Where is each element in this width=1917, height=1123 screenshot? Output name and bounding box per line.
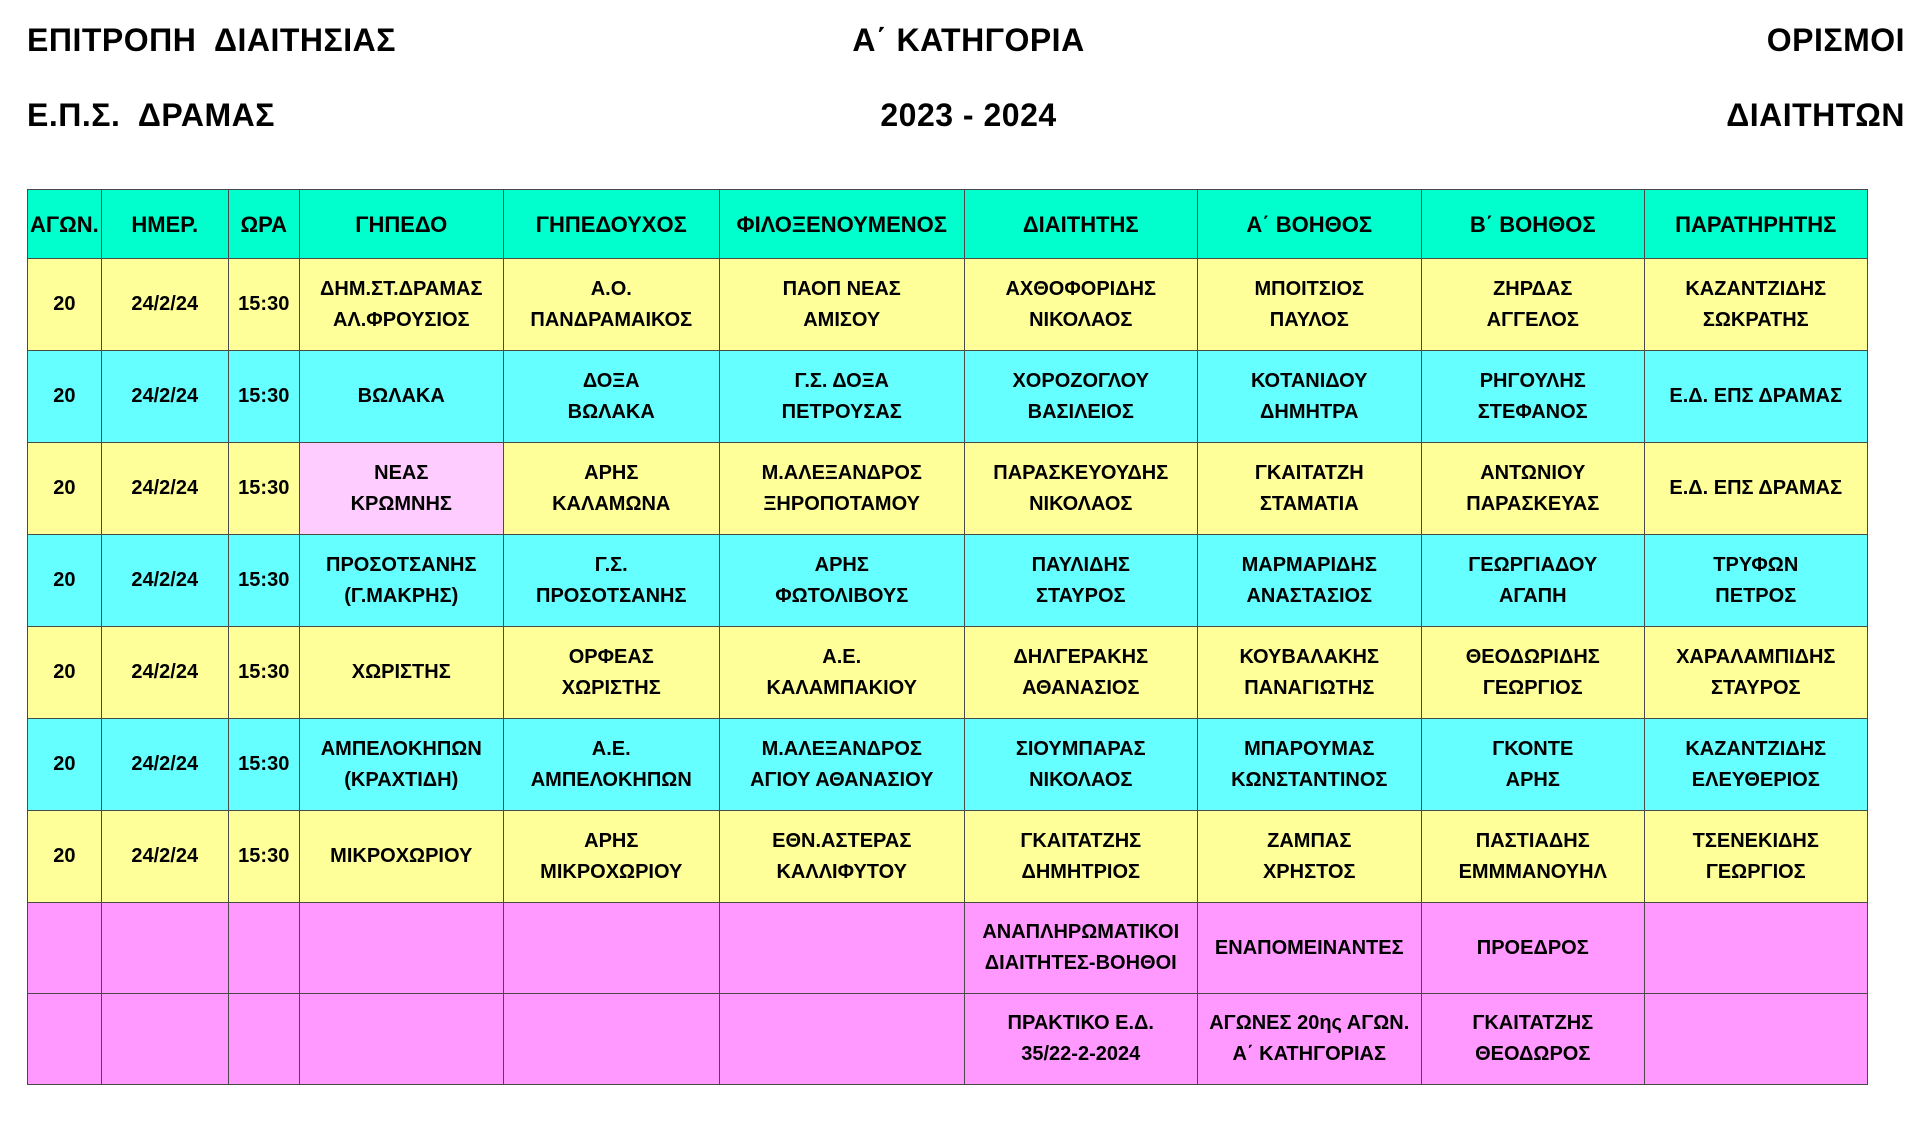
cell-line: ΧΩΡΙΣΤΗΣ [561,676,661,699]
cell-assistant1 [1197,719,1421,811]
cell-line: 35/22-2-2024 [1021,1043,1141,1065]
cell-stadium [299,535,503,627]
cell-referee [964,811,1197,903]
cell-line: ΦΩΤΟΛΙΒΟΥΣ [775,584,909,607]
cell-line: ΝΙΚΟΛΑΟΣ [1029,768,1133,791]
cell-observer [1644,627,1867,719]
cell-line: Α.Ε. [591,737,631,760]
cell-line: ΚΑΛΛΙΦΥΤΟΥ [776,860,908,883]
cell-line: ΣΤΑΥΡΟΣ [1035,584,1126,607]
cell-line: ΠΕΤΡΟΥΣΑΣ [781,400,902,423]
cell-line: ΠΑΡΑΣΚΕΥΑΣ [1466,492,1600,515]
cell-line: ΑΝΑΠΛΗΡΩΜΑΤΙΚΟΙ [982,921,1180,943]
cell-home [503,259,719,351]
info-cell [228,994,299,1085]
cell-time: 15:30 [228,627,299,719]
cell-time: 15:30 [228,259,299,351]
cell-assistant1 [1197,627,1421,719]
cell-line: ΑΓΙΟΥ ΑΘΑΝΑΣΙΟΥ [750,768,934,791]
cell-stadium [299,259,503,351]
info-cell [28,903,102,994]
table-header-row [28,190,1868,259]
cell-line: ΑΘΑΝΑΣΙΟΣ [1022,676,1140,699]
column-header-round: ΑΓΩΝ. [28,190,102,259]
cell-line: ΧΡΗΣΤΟΣ [1262,860,1356,883]
cell-line: ΚΩΝΣΤΑΝΤΙΝΟΣ [1231,768,1388,791]
cell-referee [964,535,1197,627]
cell-line: ΠΑΥΛΟΣ [1269,308,1349,331]
info-cell [28,994,102,1085]
cell-line: ΓΚΟΝΤΕ [1492,737,1574,760]
column-header-observer: ΠΑΡΑΤΗΡΗΤΗΣ [1644,190,1867,259]
cell-home [503,719,719,811]
cell-observer [1644,259,1867,351]
cell-line: ΒΩΛΑΚΑ [357,385,445,407]
cell-line: ΚΡΩΜΝΗΣ [350,492,452,515]
cell-assistant1 [1197,535,1421,627]
cell-assistant2 [1421,811,1644,903]
cell-line: ΠΡΟΣΟΤΣΑΝΗΣ [326,553,477,576]
cell-line: ΓΚΑΙΤΑΤΖΗ [1254,461,1364,484]
info-cell [299,994,503,1085]
cell-assistant1 [1197,351,1421,443]
category-title: Α΄ ΚΑΤΗΓΟΡΙΑ [852,22,1085,58]
cell-line: ΝΙΚΟΛΑΟΣ [1029,492,1133,515]
cell-line: ΕΘΝ.ΑΣΤΕΡΑΣ [772,829,912,852]
cell-line: ΕΜΜΜΑΝΟΥΗΛ [1458,860,1607,883]
cell-time: 15:30 [228,811,299,903]
cell-line: ΣΤΕΦΑΝΟΣ [1477,400,1588,423]
cell-line: ΣΩΚΡΑΤΗΣ [1702,308,1809,331]
cell-line: ΣΤΑΥΡΟΣ [1710,676,1801,699]
cell-assistant2 [1421,351,1644,443]
cell-line: ΟΡΦΕΑΣ [568,645,654,668]
info-cell [719,994,964,1085]
appointments-title: ΟΡΙΣΜΟΙ [1766,22,1905,58]
cell-observer [1644,719,1867,811]
cell-line: Μ.ΑΛΕΞΑΝΔΡΟΣ [761,737,922,760]
cell-line: ΑΡΗΣ [584,829,639,852]
table-row [28,351,1868,443]
cell-referee [964,627,1197,719]
cell-round: 20 [28,719,102,811]
cell-line: ΓΚΑΙΤΑΤΖΗΣ [1020,829,1142,852]
info-cell [1421,994,1644,1085]
cell-observer [1644,811,1867,903]
cell-line: ΧΑΡΑΛΑΜΠΙΔΗΣ [1676,645,1836,668]
cell-line: ΓΕΩΡΓΙΟΣ [1705,860,1806,883]
cell-round: 20 [28,627,102,719]
cell-line: ΤΣΕΝΕΚΙΔΗΣ [1692,829,1819,852]
cell-line: ΑΜΠΕΛΟΚΗΠΩΝ [320,737,482,760]
info-cell [228,903,299,994]
table-row [28,443,1868,535]
cell-line: Γ.Σ. ΔΟΞΑ [794,369,889,392]
cell-line: ΓΕΩΡΓΙΟΣ [1482,676,1583,699]
cell-line: Α.Ε. [822,645,862,668]
cell-line: ΘΕΟΔΩΡΟΣ [1475,1043,1591,1065]
cell-line: ΤΡΥΦΩΝ [1713,553,1799,576]
cell-line: ΞΗΡΟΠΟΤΑΜΟΥ [763,492,920,515]
cell-line: ΠΡΑΚΤΙΚΟ Ε.Δ. [1007,1012,1154,1034]
cell-date: 24/2/24 [101,627,228,719]
cell-away [719,443,964,535]
cell-line: ΓΚΑΙΤΑΤΖΗΣ [1472,1012,1594,1034]
cell-line: ΠΡΟΣΟΤΣΑΝΗΣ [536,584,687,607]
committee-title: ΕΠΙΤΡΟΠΗ ΔΙΑΙΤΗΣΙΑΣ [27,22,396,58]
cell-line: ΔΗΜ.ΣΤ.ΔΡΑΜΑΣ [320,277,483,300]
cell-date: 24/2/24 [101,535,228,627]
cell-line: ΚΑΛΑΜΠΑΚΙΟΥ [766,676,918,699]
cell-home [503,811,719,903]
referee-schedule-table [27,189,1868,1085]
table-row [28,719,1868,811]
cell-home [503,627,719,719]
info-cell [964,994,1197,1085]
cell-line: ΠΑΝΔΡΑΜΑΙΚΟΣ [530,308,693,331]
cell-stadium [299,627,503,719]
cell-line: ΚΑΖΑΝΤΖΙΔΗΣ [1685,737,1827,760]
cell-line: ΠΑΝΑΓΙΩΤΗΣ [1244,676,1375,699]
cell-line: ΔΗΛΓΕΡΑΚΗΣ [1013,645,1149,668]
cell-date: 24/2/24 [101,259,228,351]
info-cell [101,903,228,994]
column-header-assistant2: Β΄ ΒΟΗΘΟΣ [1421,190,1644,259]
cell-away [719,351,964,443]
cell-date: 24/2/24 [101,811,228,903]
column-header-referee: ΔΙΑΙΤΗΤΗΣ [964,190,1197,259]
cell-away [719,811,964,903]
cell-line: ΔΗΜΗΤΡΙΟΣ [1021,860,1141,883]
cell-away [719,535,964,627]
cell-assistant1 [1197,443,1421,535]
cell-line: ΑΓΑΠΗ [1498,584,1567,607]
cell-line: ΑΝΑΣΤΑΣΙΟΣ [1246,584,1373,607]
cell-away [719,259,964,351]
cell-observer [1644,443,1867,535]
cell-line: ΑΡΗΣ [1505,768,1560,791]
cell-line: ΠΑΡΑΣΚΕΥΟΥΔΗΣ [993,461,1169,484]
info-cell [719,903,964,994]
cell-assistant2 [1421,259,1644,351]
cell-line: Α΄ ΚΑΤΗΓΟΡΙΑΣ [1232,1043,1386,1065]
cell-home [503,443,719,535]
season-title: 2023 - 2024 [880,97,1057,133]
cell-line: ΠΑΣΤΙΑΔΗΣ [1475,829,1590,852]
cell-line: ΔΙΑΙΤΗΤΕΣ-ΒΟΗΘΟΙ [984,952,1177,974]
cell-line: Γ.Σ. [594,553,628,576]
table-row [28,627,1868,719]
cell-line: ΑΡΗΣ [584,461,639,484]
cell-away [719,627,964,719]
cell-line: ΜΠΑΡΟΥΜΑΣ [1244,737,1375,760]
info-cell [503,903,719,994]
cell-line: ΧΟΡΟΖΟΓΛΟΥ [1012,369,1150,392]
cell-line: ΜΙΚΡΟΧΩΡΙΟΥ [330,845,473,867]
cell-round: 20 [28,811,102,903]
cell-line: ΠΑΥΛΙΔΗΣ [1031,553,1130,576]
cell-line: ΔΟΞΑ [582,369,640,392]
table-row [28,535,1868,627]
cell-line: ΒΑΣΙΛΕΙΟΣ [1027,400,1134,423]
info-cell [964,903,1197,994]
column-header-date: ΗΜΕΡ. [101,190,228,259]
cell-line: ΕΝΑΠΟΜΕΙΝΑΝΤΕΣ [1214,936,1404,959]
cell-assistant1 [1197,259,1421,351]
cell-referee [964,443,1197,535]
cell-line: ΜΠΟΙΤΣΙΟΣ [1254,277,1365,300]
column-header-time: ΩΡΑ [228,190,299,259]
cell-line: Ε.Δ. ΕΠΣ ΔΡΑΜΑΣ [1669,477,1843,499]
cell-line: ΠΑΟΠ ΝΕΑΣ [782,277,901,300]
cell-assistant1 [1197,811,1421,903]
cell-line: ΚΑΛΑΜΩΝΑ [552,492,671,515]
cell-time: 15:30 [228,351,299,443]
info-cell [299,903,503,994]
cell-line: ΖΑΜΠΑΣ [1267,829,1352,852]
info-cell [1644,903,1867,994]
cell-line: ΡΗΓΟΥΛΗΣ [1479,369,1586,392]
cell-line: ΚΟΥΒΑΛΑΚΗΣ [1239,645,1379,668]
column-header-away: ΦΙΛΟΞΕΝΟΥΜΕΝΟΣ [719,190,964,259]
cell-stadium [299,719,503,811]
cell-line: ΝΙΚΟΛΑΟΣ [1029,308,1133,331]
cell-assistant2 [1421,719,1644,811]
referees-title: ΔΙΑΙΤΗΤΩΝ [1726,97,1905,133]
cell-line: ΔΗΜΗΤΡΑ [1260,400,1359,423]
cell-assistant2 [1421,627,1644,719]
cell-line: ΕΛΕΥΘΕΡΙΟΣ [1691,768,1820,791]
cell-line: ΚΟΤΑΝΙΔΟΥ [1251,369,1368,392]
cell-line: ΠΕΤΡΟΣ [1715,584,1797,607]
cell-home [503,351,719,443]
cell-line: ΚΑΖΑΝΤΖΙΔΗΣ [1685,277,1827,300]
cell-referee [964,719,1197,811]
cell-observer [1644,535,1867,627]
cell-line: ΓΕΩΡΓΙΑΔΟΥ [1468,553,1598,576]
info-cell [101,994,228,1085]
cell-line: Μ.ΑΛΕΞΑΝΔΡΟΣ [761,461,922,484]
column-header-assistant1: Α΄ ΒΟΗΘΟΣ [1197,190,1421,259]
cell-line: ΜΙΚΡΟΧΩΡΙΟΥ [540,860,683,883]
cell-time: 15:30 [228,535,299,627]
cell-stadium [299,443,503,535]
cell-line: ΖΗΡΔΑΣ [1493,277,1573,300]
cell-line: ΠΡΟΕΔΡΟΣ [1476,936,1589,959]
cell-observer [1644,351,1867,443]
cell-line: ΑΝΤΩΝΙΟΥ [1480,461,1586,484]
cell-round: 20 [28,351,102,443]
cell-date: 24/2/24 [101,719,228,811]
table-body [28,259,1868,1085]
column-header-home: ΓΗΠΕΔΟΥΧΟΣ [503,190,719,259]
info-row [28,994,1868,1085]
cell-referee [964,351,1197,443]
cell-away [719,719,964,811]
cell-line: (ΚΡΑΧΤΙΔΗ) [344,768,459,791]
column-header-stadium: ΓΗΠΕΔΟ [299,190,503,259]
table-row [28,259,1868,351]
cell-line: Α.Ο. [590,277,632,300]
cell-assistant2 [1421,535,1644,627]
cell-line: ΜΑΡΜΑΡΙΔΗΣ [1241,553,1377,576]
cell-line: ΝΕΑΣ [374,461,429,484]
info-row [28,903,1868,994]
cell-line: ΣΙΟΥΜΠΑΡΑΣ [1015,737,1146,760]
cell-line: ΑΜΙΣΟΥ [803,308,881,331]
cell-line: ΑΛ.ΦΡΟΥΣΙΟΣ [332,308,470,331]
cell-assistant2 [1421,443,1644,535]
cell-line: ΑΧΘΟΦΟΡΙΔΗΣ [1005,277,1157,300]
cell-line: ΑΓΓΕΛΟΣ [1486,308,1579,331]
federation-title: Ε.Π.Σ. ΔΡΑΜΑΣ [27,97,275,133]
cell-home [503,535,719,627]
cell-round: 20 [28,259,102,351]
cell-line: ΑΜΠΕΛΟΚΗΠΩΝ [530,768,692,791]
cell-line: Ε.Δ. ΕΠΣ ΔΡΑΜΑΣ [1669,385,1843,407]
cell-line: (Γ.ΜΑΚΡΗΣ) [344,584,459,607]
cell-stadium [299,351,503,443]
cell-round: 20 [28,443,102,535]
cell-line: ΒΩΛΑΚΑ [567,400,655,423]
cell-referee [964,259,1197,351]
cell-line: ΧΩΡΙΣΤΗΣ [351,661,451,683]
cell-time: 15:30 [228,719,299,811]
cell-date: 24/2/24 [101,443,228,535]
info-cell [1197,903,1421,994]
cell-date: 24/2/24 [101,351,228,443]
cell-line: ΑΡΗΣ [814,553,869,576]
cell-stadium [299,811,503,903]
info-cell [503,994,719,1085]
info-cell [1421,903,1644,994]
cell-line: ΑΓΩΝΕΣ 20ης ΑΓΩΝ. [1209,1012,1410,1034]
info-cell [1197,994,1421,1085]
cell-line: ΣΤΑΜΑΤΙΑ [1259,492,1359,515]
cell-time: 15:30 [228,443,299,535]
table-row [28,811,1868,903]
cell-round: 20 [28,535,102,627]
cell-line: ΘΕΟΔΩΡΙΔΗΣ [1465,645,1600,668]
info-cell [1644,994,1867,1085]
